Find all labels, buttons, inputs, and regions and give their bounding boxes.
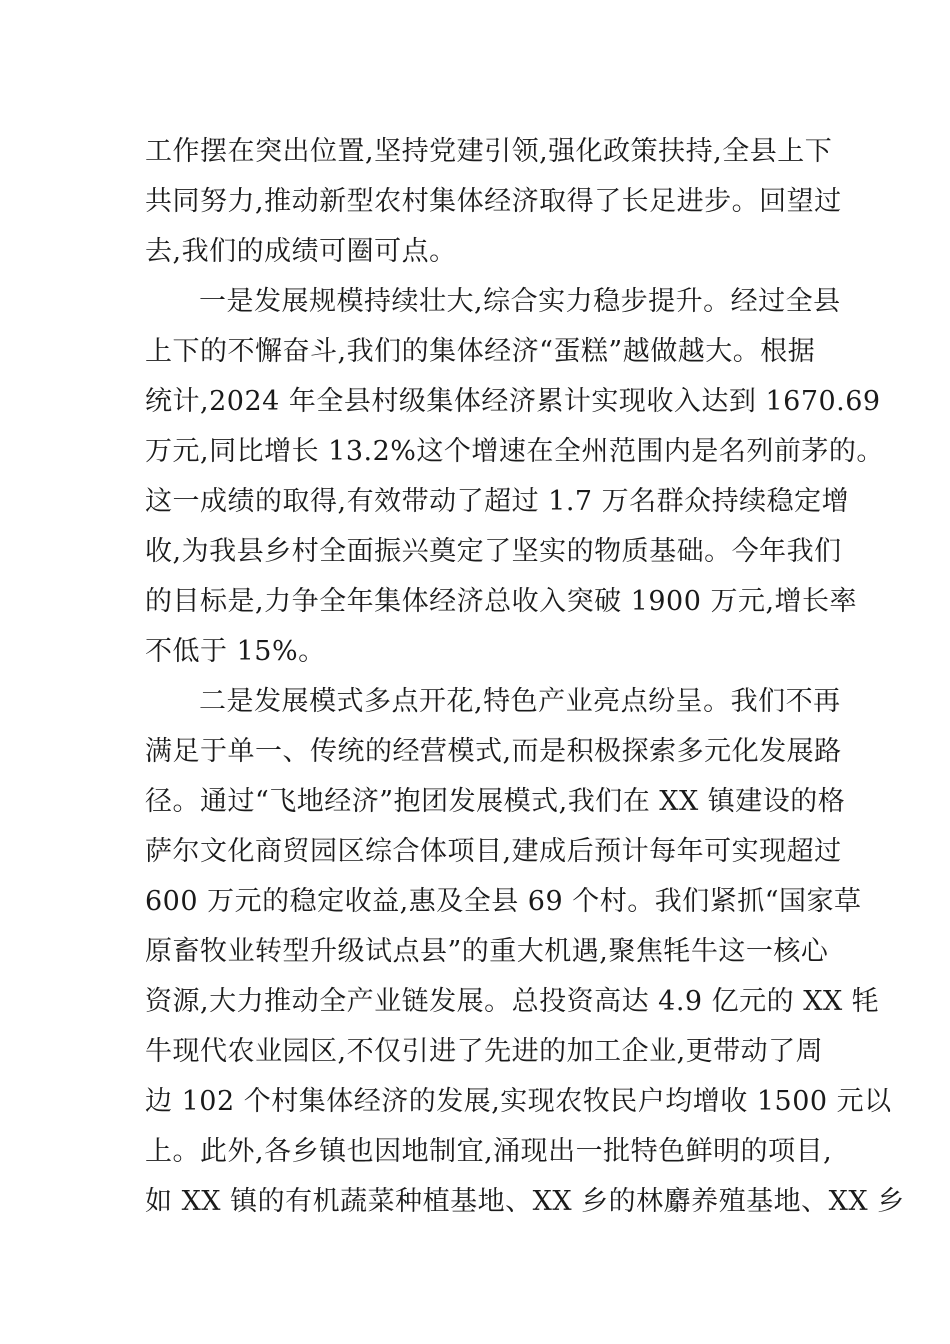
- text-line: 边 102 个村集体经济的发展,实现农牧民户均增收 1500 元以: [145, 1086, 892, 1117]
- text-line: 满足于单一、传统的经营模式,而是积极探索多元化发展路: [145, 736, 842, 767]
- text-line: 这一成绩的取得,有效带动了超过 1.7 万名群众持续稳定增: [145, 486, 850, 517]
- text-line: 不低于 15%。: [145, 636, 326, 667]
- text-line: 上下的不懈奋斗,我们的集体经济“蛋糕”越做越大。根据: [145, 336, 816, 367]
- text-line: 如 XX 镇的有机蔬菜种植基地、XX 乡的林麝养殖基地、XX 乡: [145, 1186, 905, 1217]
- text-line: 牛现代农业园区,不仅引进了先进的加工企业,更带动了周: [145, 1036, 824, 1067]
- text-line: 共同努力,推动新型农村集体经济取得了长足进步。回望过: [145, 186, 842, 217]
- text-line: 的目标是,力争全年集体经济总收入突破 1900 万元,增长率: [145, 586, 858, 617]
- text-line: 统计,2024 年全县村级集体经济累计实现收入达到 1670.69: [145, 386, 881, 417]
- paragraph-first-line: 二是发展模式多点开花,特色产业亮点纷呈。我们不再: [199, 686, 841, 717]
- text-line: 万元,同比增长 13.2%这个增速在全州范围内是名列前茅的。: [145, 436, 884, 467]
- text-line: 资源,大力推动全产业链发展。总投资高达 4.9 亿元的 XX 牦: [145, 986, 880, 1017]
- text-line: 600 万元的稳定收益,惠及全县 69 个村。我们紧抓“国家草: [145, 886, 862, 917]
- text-line: 原畜牧业转型升级试点县”的重大机遇,聚焦牦牛这一核心: [145, 936, 829, 967]
- text-line: 去,我们的成绩可圈可点。: [145, 236, 457, 267]
- text-line: 萨尔文化商贸园区综合体项目,建成后预计每年可实现超过: [145, 836, 842, 867]
- text-line: 上。此外,各乡镇也因地制宜,涌现出一批特色鲜明的项目,: [145, 1136, 833, 1167]
- paragraph-first-line: 一是发展规模持续壮大,综合实力稳步提升。经过全县: [199, 286, 841, 317]
- text-line: 工作摆在突出位置,坚持党建引领,强化政策扶持,全县上下: [145, 136, 833, 167]
- text-line: 径。通过“飞地经济”抱团发展模式,我们在 XX 镇建设的格: [145, 786, 846, 817]
- text-line: 收,为我县乡村全面振兴奠定了坚实的物质基础。今年我们: [145, 536, 842, 567]
